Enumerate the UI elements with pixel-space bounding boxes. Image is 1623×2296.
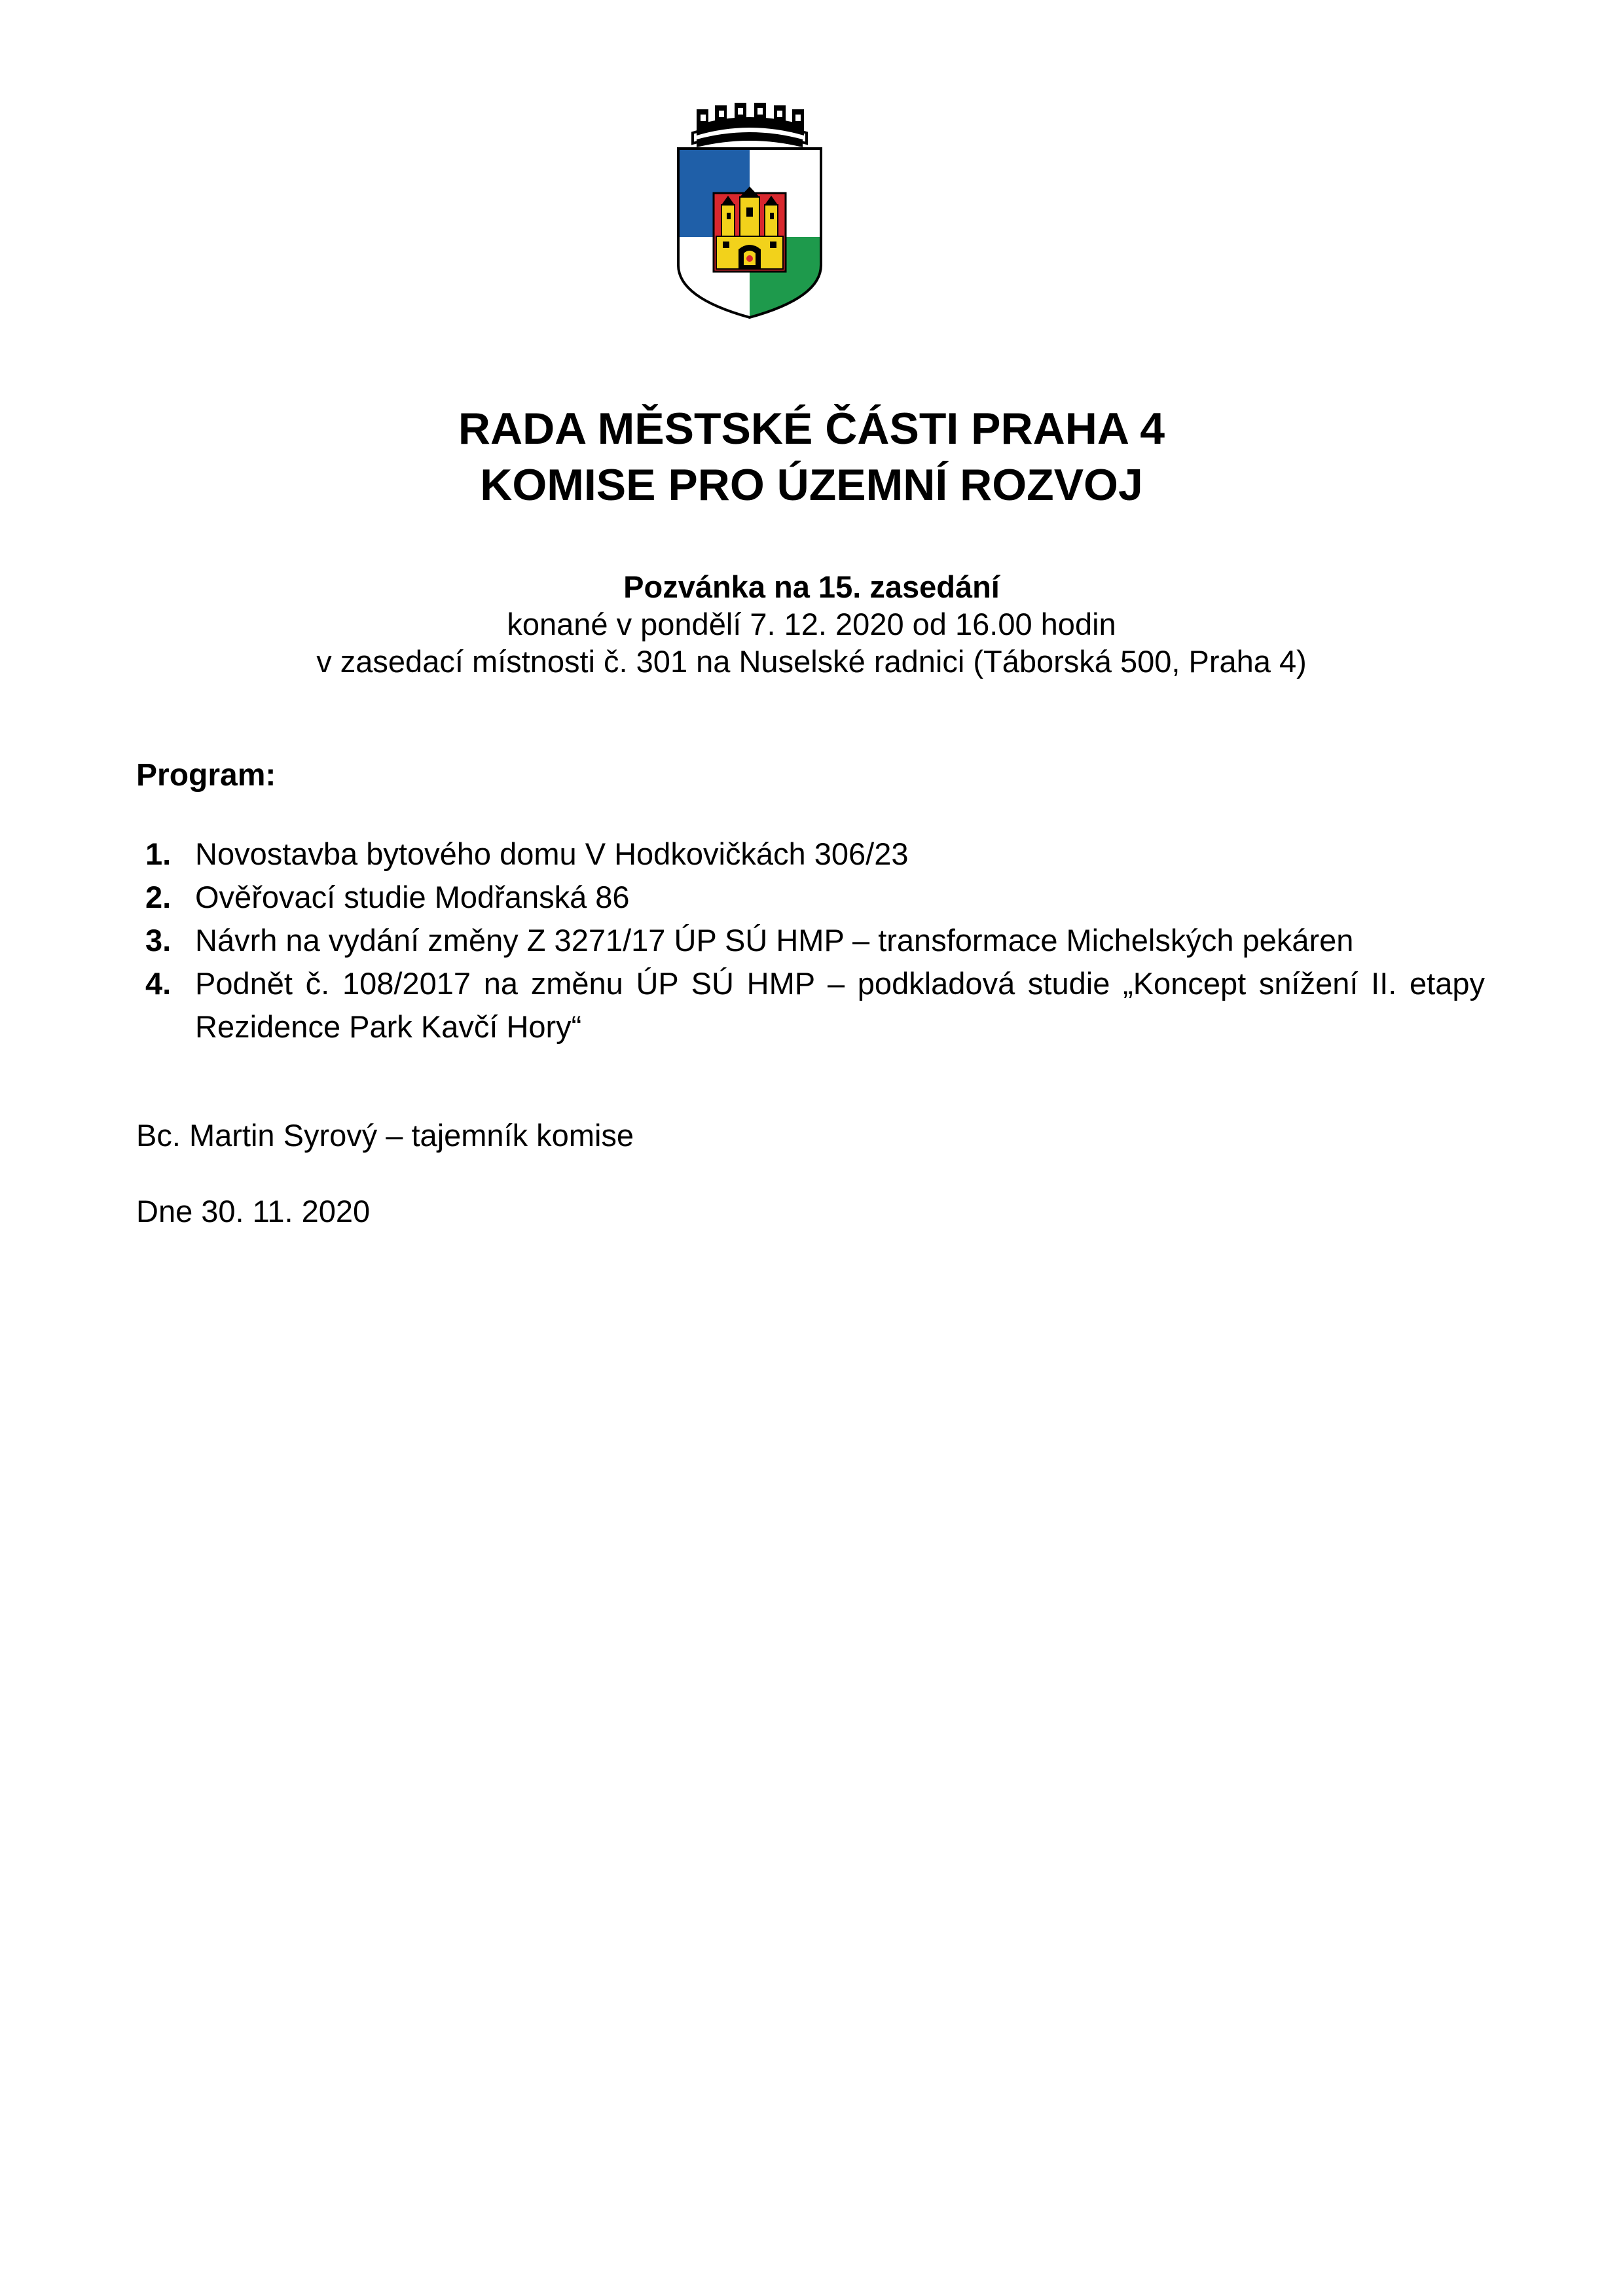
invitation-date-time: konané v pondělí 7. 12. 2020 od 16.00 hodin bbox=[507, 607, 1116, 641]
mural-crown bbox=[693, 103, 807, 147]
program-item bbox=[136, 833, 1485, 876]
invitation-block bbox=[0, 568, 1623, 680]
invitation-heading: Pozvánka na 15. zasedání bbox=[623, 569, 1000, 604]
program-item bbox=[136, 962, 1485, 1049]
coat-of-arms-icon bbox=[674, 101, 825, 321]
program-item-number: 4. bbox=[145, 966, 172, 1001]
program-item bbox=[136, 876, 1485, 919]
program-list bbox=[136, 833, 1485, 1049]
signature-line: Bc. Martin Syrový – tajemník komise bbox=[136, 1118, 634, 1153]
program-item-number: 3. bbox=[145, 923, 172, 958]
program-item-text: Návrh na vydání změny Z 3271/17 ÚP SÚ HMP – transformace Michelských pekáren bbox=[195, 923, 1354, 958]
title-line-commission: KOMISE PRO ÚZEMNÍ ROZVOJ bbox=[480, 460, 1143, 510]
title-line-council: RADA MĚSTSKÉ ČÁSTI PRAHA 4 bbox=[458, 404, 1165, 454]
program-heading: Program: bbox=[136, 758, 276, 793]
coat-of-arms-graphic bbox=[674, 101, 825, 321]
castle-emblem bbox=[714, 187, 786, 272]
program-item bbox=[136, 919, 1485, 962]
program-item-text: Podnět č. 108/2017 na změnu ÚP SÚ HMP – podkladová studie „Koncept snížení II. etapy Rezidence Park Kavčí Hory“ bbox=[195, 966, 1485, 1044]
program-item-text: Ověřovací studie Modřanská 86 bbox=[195, 880, 630, 914]
program-item-text: Novostavba bytového domu V Hodkovičkách 306/23 bbox=[195, 836, 909, 871]
invitation-location: v zasedací místnosti č. 301 na Nuselské radnici (Táborská 500, Praha 4) bbox=[316, 644, 1307, 679]
program-item-number: 1. bbox=[145, 836, 172, 871]
document-date: Dne 30. 11. 2020 bbox=[136, 1194, 371, 1229]
document-title bbox=[0, 401, 1623, 513]
program-item-number: 2. bbox=[145, 880, 172, 914]
